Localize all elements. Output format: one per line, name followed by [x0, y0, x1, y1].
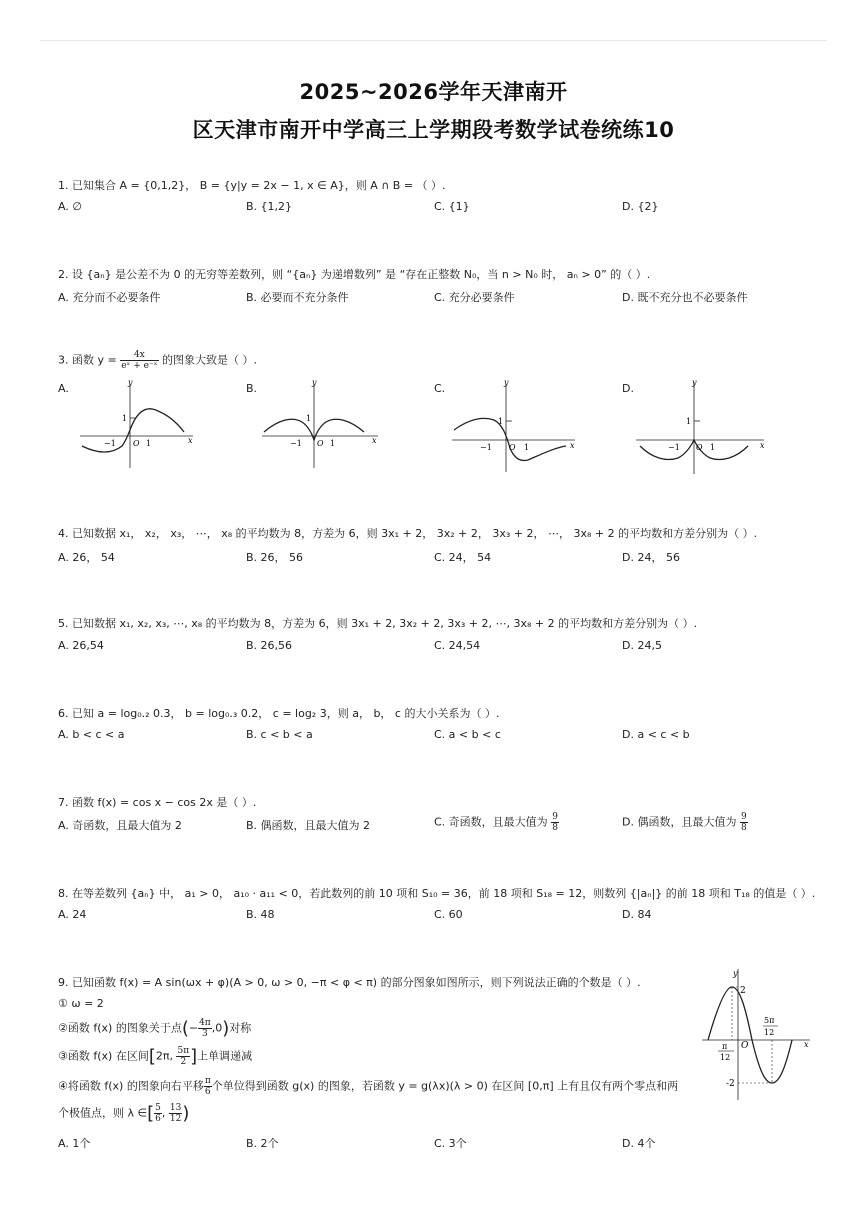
q1-option-b[interactable]: B. {1,2}: [246, 200, 293, 213]
tick-label-1: 1: [686, 417, 692, 426]
tick-label-1: 1: [306, 414, 312, 423]
q9-option-a[interactable]: A. 1个: [58, 1137, 91, 1150]
q2-option-b[interactable]: B. 必要而不充分条件: [246, 291, 349, 304]
q3-option-a[interactable]: A.: [58, 382, 69, 395]
q3-graph-d: [634, 376, 769, 476]
q5-option-d[interactable]: D. 24,5: [622, 639, 662, 652]
q7-option-d-fraction: $\frac{9}{8}$: [740, 812, 747, 833]
q6-option-b[interactable]: B. c < b < a: [246, 728, 313, 741]
q3-option-d[interactable]: D.: [622, 382, 634, 395]
x-axis-label: x: [570, 441, 575, 450]
q4-option-b[interactable]: B. 26， 56: [246, 551, 304, 564]
q3-option-c[interactable]: C.: [434, 382, 446, 395]
q7-option-c-fraction: $\frac{9}{8}$: [552, 812, 558, 833]
tick-label-1: 1: [498, 417, 504, 426]
q2-option-a[interactable]: A. 充分而不必要条件: [58, 291, 161, 304]
q5-option-a[interactable]: A. 26,54: [58, 639, 104, 652]
q9-statement-4-cont: 个极值点，则 λ ∈[ $\frac{5}{6}$ , $\frac{13}{12}$ ): [58, 1103, 190, 1124]
tick-label-neg1: −1: [480, 443, 492, 452]
page-subtitle: 区天津市南开中学高三上学期段考数学试卷统练10: [192, 118, 675, 142]
tick-label-neg1: −1: [668, 443, 680, 452]
q8-option-d[interactable]: D. 84: [622, 908, 652, 921]
q3-graph-b: [260, 376, 385, 471]
q9-statement-3: ③函数 f(x) 在区间[2π, $\frac{5\pi}{2}$ ]上单调递减: [58, 1046, 253, 1067]
question-2-stem: 2. 设 {aₙ} 是公差不为 0 的无穷等差数列，则 “{aₙ} 为递增数列” 是 “存在正整数 N₀，当 n > N₀ 时， aₙ > 0” 的（ ）.: [58, 268, 651, 281]
question-5-stem: 5. 已知数据 x₁, x₂, x₃, ⋯, x₈ 的平均数为 8，方差为 6，则 3x₁ + 2, 3x₂ + 2, 3x₃ + 2, ⋯, 3x₈ + 2 的平均数和方差分别为（ ）.: [58, 617, 698, 630]
x-axis-label: x: [760, 441, 765, 450]
q9-option-c[interactable]: C. 3个: [434, 1137, 467, 1150]
q3-graph-c: [450, 376, 580, 476]
y-axis-label: y: [312, 378, 317, 387]
q9-option-d[interactable]: D. 4个: [622, 1137, 656, 1150]
x-axis-label: x: [372, 436, 377, 445]
y-axis-label: y: [692, 378, 697, 387]
q7-option-c[interactable]: [434, 812, 559, 833]
tick-5pi-den: 12: [764, 1028, 775, 1037]
tick-5pi-num: 5π: [764, 1016, 775, 1025]
q4-option-a[interactable]: A. 26， 54: [58, 551, 115, 564]
origin-label: O: [509, 443, 516, 452]
page-top-rule: [40, 40, 827, 41]
origin-label: O: [741, 1041, 749, 1051]
question-4-stem: 4. 已知数据 x₁， x₂， x₃， ⋯， x₈ 的平均数为 8，方差为 6，则 3x₁ + 2， 3x₂ + 2， 3x₃ + 2， ⋯， 3x₈ + 2 的平均数和方差分别为（ ）.: [58, 527, 758, 540]
q1-option-c[interactable]: C. {1}: [434, 200, 470, 213]
q9-statement-4: ④将函数 f(x) 的图象向右平移 $\frac{\pi}{6}$ 个单位得到函数 g(x) 的图象，若函数 y = g(λx)(λ > 0) 在区间 [0,π] 上有且仅有两个零点和两: [58, 1076, 679, 1097]
q1-option-a[interactable]: A. ∅: [58, 200, 82, 213]
q3-graph-a: [78, 376, 198, 471]
y-axis-label: y: [128, 378, 133, 387]
page-title: 2025~2026学年天津南开: [299, 80, 568, 104]
origin-label: O: [317, 439, 324, 448]
q5-option-b[interactable]: B. 26,56: [246, 639, 293, 652]
q9-statement-2: ②函数 f(x) 的图象关于点(− $\frac{4\pi}{3}$ ,0)对称: [58, 1018, 252, 1039]
q8-option-b[interactable]: B. 48: [246, 908, 275, 921]
q9-statement-1: ① ω = 2: [58, 997, 104, 1010]
q3-stem-part-a: 3. 函数 y =: [58, 353, 121, 367]
q3-stem-part-b: 的图象大致是（ ）.: [158, 353, 258, 367]
tick-label-1: 1: [122, 414, 128, 423]
q7-option-d-text: D. 偶函数，且最大值为: [622, 815, 737, 829]
q7-option-b[interactable]: B. 偶函数，且最大值为 2: [246, 819, 371, 832]
q3-option-b[interactable]: B.: [246, 382, 258, 395]
q6-option-d[interactable]: D. a < c < b: [622, 728, 690, 741]
q2-option-c[interactable]: C. 充分必要条件: [434, 291, 515, 304]
question-1-stem: 1. 已知集合 A = {0,1,2}， B = {y|y = 2x − 1, x ∈ A}，则 A ∩ B = （ ）.: [58, 179, 446, 192]
question-9-stem: 9. 已知函数 f(x) = A sin(ωx + φ)(A > 0, ω > 0, −π < φ < π) 的部分图象如图所示，则下列说法正确的个数是（ ）.: [58, 976, 641, 989]
q5-option-c[interactable]: C. 24,54: [434, 639, 481, 652]
x-axis-label: x: [804, 1040, 809, 1049]
question-3-stem: [58, 350, 257, 371]
q7-option-a[interactable]: A. 奇函数，且最大值为 2: [58, 819, 182, 832]
tick-label-neg2: -2: [726, 1079, 735, 1089]
tick-label-x1: 1: [710, 443, 716, 452]
q7-option-d[interactable]: [622, 812, 748, 833]
origin-label: O: [696, 443, 703, 452]
q8-option-c[interactable]: C. 60: [434, 908, 463, 921]
tick-label-neg1: −1: [104, 439, 116, 448]
tick-label-2: 2: [740, 986, 746, 996]
origin-label: O: [133, 439, 140, 448]
q4-option-c[interactable]: C. 24， 54: [434, 551, 492, 564]
question-8-stem: 8. 在等差数列 {aₙ} 中， a₁ > 0， a₁₀ · a₁₁ < 0，若此数列的前 10 项和 S₁₀ = 36，前 18 项和 S₁₈ = 12，则数列 {|aₙ|} 的前 18 项和 T₁₈ 的值是（ ）.: [58, 887, 816, 900]
q6-option-c[interactable]: C. a < b < c: [434, 728, 501, 741]
q9-option-b[interactable]: B. 2个: [246, 1137, 279, 1150]
tick-label-x1: 1: [146, 439, 152, 448]
q9-sine-graph: [700, 965, 815, 1105]
x-axis-label: x: [188, 436, 193, 445]
tick-label-neg1: −1: [290, 439, 302, 448]
q2-option-d[interactable]: D. 既不充分也不必要条件: [622, 291, 748, 304]
tick-label-x1: 1: [330, 439, 336, 448]
question-6-stem: 6. 已知 a = log₀.₂ 0.3， b = log₀.₃ 0.2， c = log₂ 3，则 a， b， c 的大小关系为（ ）.: [58, 707, 500, 720]
q1-option-d[interactable]: D. {2}: [622, 200, 659, 213]
q7-option-c-text: C. 奇函数，且最大值为: [434, 815, 548, 829]
tick-label-x1: 1: [524, 443, 530, 452]
tick-pi-num: π: [722, 1042, 728, 1051]
tick-pi-den: 12: [720, 1053, 731, 1062]
y-axis-label: y: [733, 969, 738, 978]
q8-option-a[interactable]: A. 24: [58, 908, 87, 921]
question-7-stem: 7. 函数 f(x) = cos x − cos 2x 是（ ）.: [58, 796, 257, 809]
q6-option-a[interactable]: A. b < c < a: [58, 728, 125, 741]
y-axis-label: y: [504, 378, 509, 387]
q3-fraction: $\frac{4x}{\text{eˣ + e⁻ˣ}}$: [121, 350, 158, 371]
q4-option-d[interactable]: D. 24， 56: [622, 551, 680, 564]
